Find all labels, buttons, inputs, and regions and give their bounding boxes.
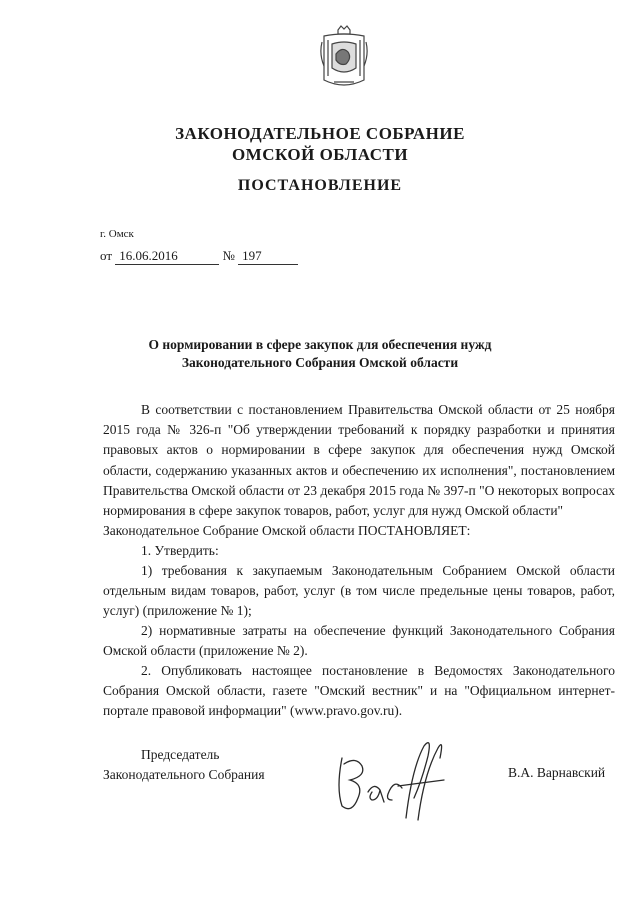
- subject-line1: О нормировании в сфере закупок для обеспечения нужд: [148, 337, 492, 352]
- signatory-title: [103, 745, 265, 785]
- preamble-tail: Законодательное Собрание Омской области ПОСТАНОВЛЯЕТ:: [103, 523, 471, 539]
- item-1-1: 1) требования к закупаемым Законодательным Собранием Омской области отдельным видам товаров, работ, услуг (в том числе предельные цены товаров, работ, услуг) (приложение № 1);: [103, 563, 615, 619]
- coat-of-arms-icon: [320, 24, 368, 88]
- city: г. Омск: [100, 228, 134, 240]
- document-date: 16.06.2016: [115, 248, 219, 265]
- org-name-line1: ЗАКОНОДАТЕЛЬНОЕ СОБРАНИЕ: [175, 124, 465, 143]
- org-name-line2: ОМСКОЙ ОБЛАСТИ: [231, 145, 409, 164]
- preamble-text: В соответствии с постановлением Правительства Омской области от 25 ноября 2015 года № 326-п "Об утверждении требований к порядку разработки и принятия правовых актов о нормировании в сфере закупок для обеспечения нужд Омской области, содержанию указанных актов и обеспечению их исполнения", постановлением Правительства Омской области от 23 декабря 2015 года № 397-п "О некоторых вопросах нормирования в сфере закупок товаров, работ, услуг для нужд Омской области": [103, 402, 615, 519]
- document-type: ПОСТАНОВЛЕНИЕ: [237, 177, 403, 194]
- item-1-2: 2) нормативные затраты на обеспечение функций Законодательного Собрания Омской области (приложение № 2).: [103, 623, 615, 659]
- subject-line2: Законодательного Собрания Омской области: [181, 355, 459, 370]
- document-meta: [100, 248, 298, 265]
- signatory-name: В.А. Варнавский: [508, 765, 606, 780]
- preamble-paragraph: [103, 400, 615, 541]
- number-prefix: №: [222, 248, 235, 263]
- date-prefix: от: [100, 248, 113, 263]
- handwritten-signature: [328, 728, 446, 824]
- item-1: 1. Утвердить:: [141, 543, 219, 558]
- signatory-title-line1: Председатель: [141, 747, 220, 762]
- item-2: 2. Опубликовать настоящее постановление в Ведомостях Законодательного Собрания Омской области, газете "Омский вестник" и на "Официальном интернет-портале правовой информации" (www.pravo.gov.ru).: [103, 663, 615, 719]
- signatory-title-line2: Законодательного Собрания: [103, 767, 265, 782]
- document-number: 197: [238, 248, 298, 265]
